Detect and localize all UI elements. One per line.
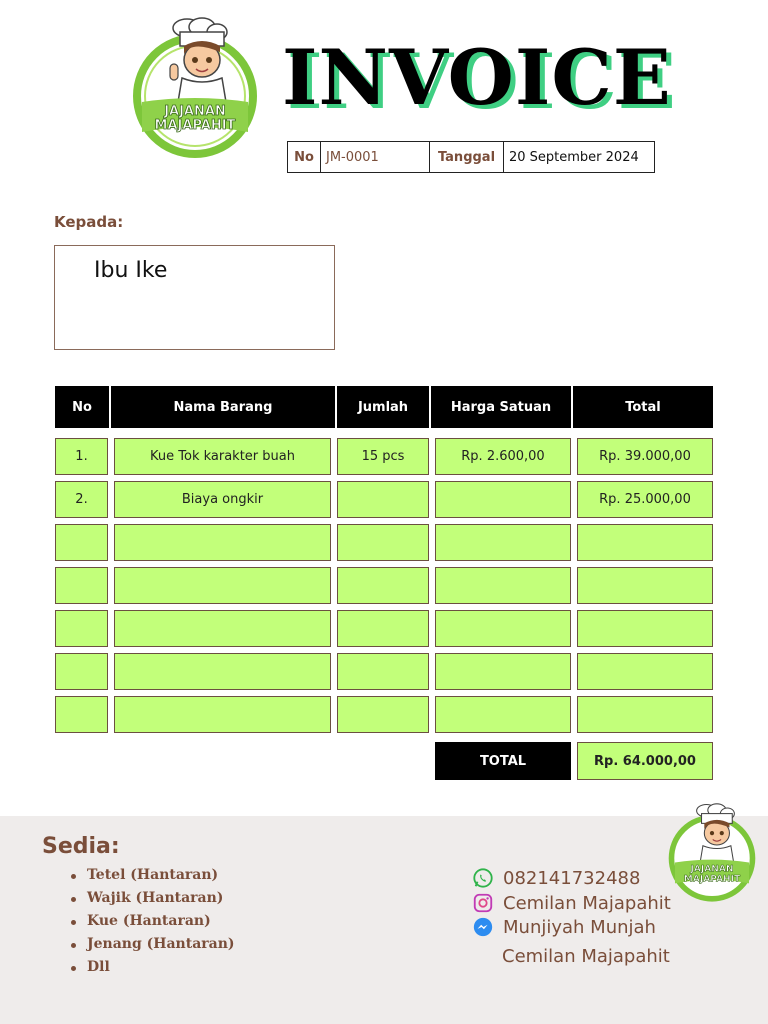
list-item: Jenang (Hantaran) [68, 933, 238, 956]
whatsapp-icon [472, 867, 494, 889]
cell-total [577, 653, 713, 690]
list-item: Kue (Hantaran) [68, 910, 238, 933]
messenger-page-name: Cemilan Majapahit [502, 946, 670, 967]
table-row [55, 524, 713, 561]
cell-harga-satuan [435, 481, 571, 518]
sedia-title: Sedia: [42, 834, 120, 859]
cell-no [55, 653, 108, 690]
cell-nama-barang [114, 567, 331, 604]
invoice-title: INVOICE [282, 33, 672, 122]
cell-jumlah: 15 pcs [337, 438, 429, 475]
cell-no: 1. [55, 438, 108, 475]
header-no: No [55, 386, 111, 428]
jajanan-majapahit-logo-small [668, 802, 756, 902]
cell-harga-satuan [435, 524, 571, 561]
header-harga-satuan: Harga Satuan [431, 386, 573, 428]
cell-jumlah [337, 653, 429, 690]
items-table-header [55, 386, 713, 428]
cell-no [55, 567, 108, 604]
instagram-icon [472, 892, 494, 914]
cell-total [577, 696, 713, 733]
table-row [55, 610, 713, 647]
cell-nama-barang [114, 653, 331, 690]
svg-text:MAJAPAHIT: MAJAPAHIT [154, 118, 236, 133]
contact-messenger [472, 916, 656, 938]
cell-total [577, 567, 713, 604]
cell-no [55, 524, 108, 561]
cell-harga-satuan [435, 610, 571, 647]
grand-total-value: Rp. 64.000,00 [577, 742, 713, 780]
header-total: Total [573, 386, 713, 428]
list-item: Dll [68, 956, 238, 979]
svg-text:MAJAPAHIT: MAJAPAHIT [683, 874, 741, 885]
cell-jumlah [337, 567, 429, 604]
cell-harga-satuan [435, 567, 571, 604]
cell-jumlah [337, 524, 429, 561]
cell-nama-barang: Biaya ongkir [114, 481, 331, 518]
whatsapp-number: 082141732488 [503, 867, 641, 889]
contact-whatsapp [472, 867, 640, 889]
cell-total [577, 524, 713, 561]
recipient-name: Ibu Ike [94, 258, 168, 283]
cell-nama-barang [114, 696, 331, 733]
invoice-date-label: Tanggal [430, 142, 504, 172]
cell-total: Rp. 25.000,00 [577, 481, 713, 518]
recipient-label: Kepada: [54, 213, 124, 231]
svg-text:JAJANAN: JAJANAN [164, 104, 226, 119]
invoice-number-label: No [288, 142, 321, 172]
jajanan-majapahit-logo [132, 16, 258, 158]
cell-nama-barang [114, 524, 331, 561]
list-item: Tetel (Hantaran) [68, 864, 238, 887]
cell-harga-satuan [435, 696, 571, 733]
messenger-icon [472, 916, 494, 938]
header-jumlah: Jumlah [337, 386, 431, 428]
invoice-number-value: JM-0001 [321, 142, 430, 172]
cell-total: Rp. 39.000,00 [577, 438, 713, 475]
cell-nama-barang: Kue Tok karakter buah [114, 438, 331, 475]
cell-jumlah [337, 696, 429, 733]
cell-total [577, 610, 713, 647]
table-row [55, 438, 713, 475]
table-row [55, 481, 713, 518]
messenger-name: Munjiyah Munjah [503, 916, 656, 938]
cell-jumlah [337, 481, 429, 518]
cell-jumlah [337, 610, 429, 647]
grand-total-label: TOTAL [435, 742, 571, 780]
cell-no [55, 696, 108, 733]
sedia-list [68, 864, 238, 979]
list-item: Wajik (Hantaran) [68, 887, 238, 910]
instagram-handle: Cemilan Majapahit [503, 892, 671, 914]
cell-harga-satuan: Rp. 2.600,00 [435, 438, 571, 475]
invoice-meta-table [287, 141, 655, 173]
svg-text:JAJANAN: JAJANAN [690, 864, 734, 875]
table-row [55, 653, 713, 690]
table-row [55, 567, 713, 604]
invoice-date-value: 20 September 2024 [509, 149, 639, 165]
cell-no: 2. [55, 481, 108, 518]
cell-nama-barang [114, 610, 331, 647]
header-nama-barang: Nama Barang [111, 386, 337, 428]
table-row [55, 696, 713, 733]
cell-no [55, 610, 108, 647]
cell-harga-satuan [435, 653, 571, 690]
contact-instagram [472, 892, 671, 914]
